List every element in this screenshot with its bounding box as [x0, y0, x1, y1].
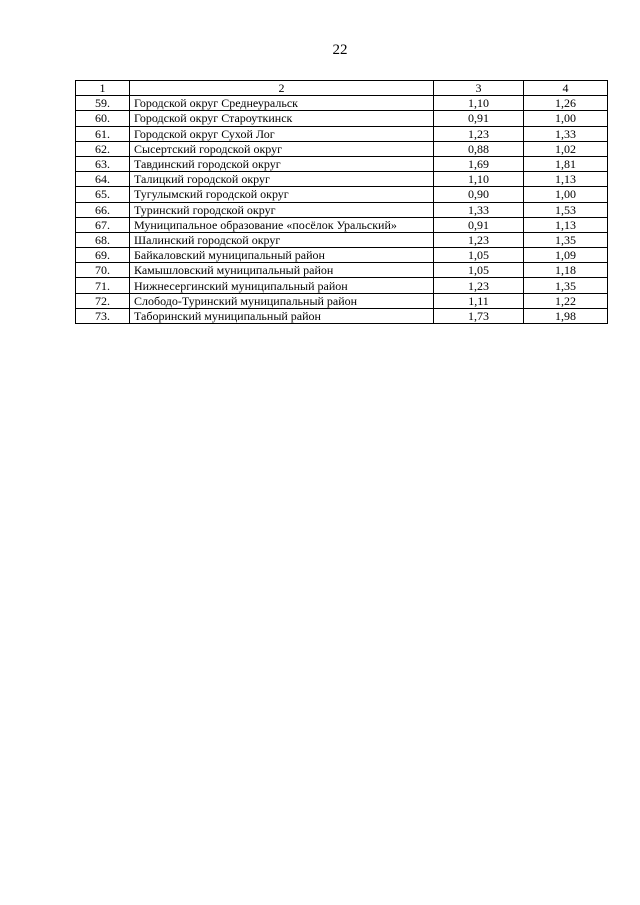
value-col4-cell: 1,00: [524, 187, 608, 202]
table-row: [76, 263, 608, 278]
municipality-name-cell: Таборинский муниципальный район: [130, 308, 434, 323]
table-row: [76, 202, 608, 217]
table-row: [76, 156, 608, 171]
row-number-cell: 60.: [76, 111, 130, 126]
municipality-name-cell: Городской округ Сухой Лог: [130, 126, 434, 141]
value-col3-cell: 1,23: [434, 278, 524, 293]
value-col3-cell: 1,10: [434, 172, 524, 187]
table-body: [76, 96, 608, 324]
row-number-cell: 66.: [76, 202, 130, 217]
value-col4-cell: 1,98: [524, 308, 608, 323]
value-col4-cell: 1,13: [524, 217, 608, 232]
municipality-name-cell: Слободо-Туринский муниципальный район: [130, 293, 434, 308]
table-row: [76, 308, 608, 323]
municipality-name-cell: Талицкий городской округ: [130, 172, 434, 187]
municipality-name-cell: Городской округ Староуткинск: [130, 111, 434, 126]
row-number-cell: 67.: [76, 217, 130, 232]
value-col4-cell: 1,13: [524, 172, 608, 187]
municipality-name-cell: Шалинский городской округ: [130, 232, 434, 247]
municipality-name-cell: Байкаловский муниципальный район: [130, 248, 434, 263]
page-number: 22: [332, 42, 348, 58]
row-number-cell: 61.: [76, 126, 130, 141]
value-col3-cell: 1,23: [434, 126, 524, 141]
value-col4-cell: 1,26: [524, 96, 608, 111]
value-col4-cell: 1,09: [524, 248, 608, 263]
municipality-name-cell: Туринский городской округ: [130, 202, 434, 217]
table-row: [76, 217, 608, 232]
value-col4-cell: 1,33: [524, 126, 608, 141]
value-col3-cell: 1,11: [434, 293, 524, 308]
value-col4-cell: 1,22: [524, 293, 608, 308]
row-number-cell: 59.: [76, 96, 130, 111]
value-col3-cell: 0,88: [434, 141, 524, 156]
table-row: [76, 232, 608, 247]
value-col4-cell: 1,00: [524, 111, 608, 126]
table-row: [76, 187, 608, 202]
value-col3-cell: 1,10: [434, 96, 524, 111]
value-col3-cell: 1,23: [434, 232, 524, 247]
municipality-name-cell: Сысертский городской округ: [130, 141, 434, 156]
column-header-1: 1: [76, 81, 130, 96]
row-number-cell: 72.: [76, 293, 130, 308]
municipality-name-cell: Тугулымский городской округ: [130, 187, 434, 202]
table-header-row: [76, 81, 608, 96]
table-row: [76, 126, 608, 141]
municipality-name-cell: Камышловский муниципальный район: [130, 263, 434, 278]
row-number-cell: 73.: [76, 308, 130, 323]
value-col3-cell: 1,33: [434, 202, 524, 217]
table-row: [76, 293, 608, 308]
value-col4-cell: 1,81: [524, 156, 608, 171]
row-number-cell: 70.: [76, 263, 130, 278]
table-row: [76, 96, 608, 111]
value-col3-cell: 0,91: [434, 111, 524, 126]
table-row: [76, 172, 608, 187]
column-header-4: 4: [524, 81, 608, 96]
value-col4-cell: 1,18: [524, 263, 608, 278]
row-number-cell: 69.: [76, 248, 130, 263]
value-col4-cell: 1,53: [524, 202, 608, 217]
row-number-cell: 71.: [76, 278, 130, 293]
municipality-name-cell: Тавдинский городской округ: [130, 156, 434, 171]
table-row: [76, 248, 608, 263]
row-number-cell: 64.: [76, 172, 130, 187]
value-col4-cell: 1,35: [524, 278, 608, 293]
municipality-name-cell: Муниципальное образование «посёлок Уральский»: [130, 217, 434, 232]
row-number-cell: 62.: [76, 141, 130, 156]
table-row: [76, 278, 608, 293]
row-number-cell: 65.: [76, 187, 130, 202]
value-col3-cell: 0,91: [434, 217, 524, 232]
value-col3-cell: 1,69: [434, 156, 524, 171]
municipality-name-cell: Нижнесергинский муниципальный район: [130, 278, 434, 293]
row-number-cell: 63.: [76, 156, 130, 171]
value-col3-cell: 1,73: [434, 308, 524, 323]
row-number-cell: 68.: [76, 232, 130, 247]
value-col3-cell: 1,05: [434, 263, 524, 278]
value-col4-cell: 1,35: [524, 232, 608, 247]
table-row: [76, 141, 608, 156]
column-header-2: 2: [130, 81, 434, 96]
value-col3-cell: 0,90: [434, 187, 524, 202]
municipality-name-cell: Городской округ Среднеуральск: [130, 96, 434, 111]
value-col3-cell: 1,05: [434, 248, 524, 263]
data-table: [75, 80, 608, 324]
table-row: [76, 111, 608, 126]
column-header-3: 3: [434, 81, 524, 96]
value-col4-cell: 1,02: [524, 141, 608, 156]
